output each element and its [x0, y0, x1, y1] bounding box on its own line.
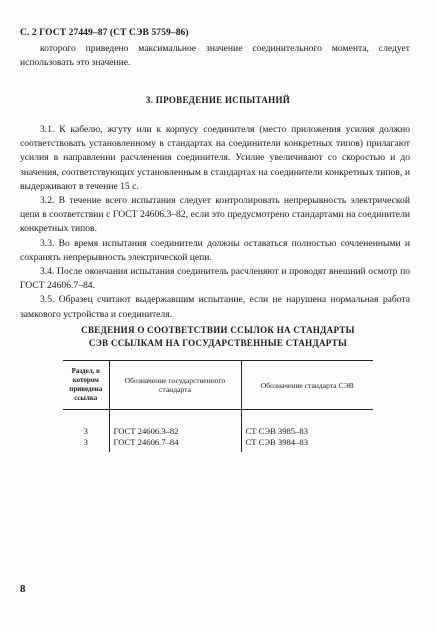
cell-section: 3 [83, 426, 88, 436]
cell-gost: ГОСТ 24606.3–82 [109, 426, 241, 437]
references-title-line-2: СЭВ ССЫЛКАМ НА ГОСУДАРСТВЕННЫЕ СТАНДАРТЫ [88, 338, 348, 348]
table-header-row [63, 361, 373, 410]
paragraph-3-1: 3.1. К кабелю, жгуту или к корпусу соединителя (место приложения усилия должно соответствовать установленному в стандартах на соединители конкретных типов) прилагают усилия в направлении расчленения соединителя. Усилие увеличивают со скоростью и до значения, соответствующих установленным в стандартах на соединители конкретных типов, и выдерживают в течение 15 с. [20, 124, 410, 192]
references-title-line-1: СВЕДЕНИЯ О СООТВЕТСТВИИ ССЫЛОК НА СТАНДАРТЫ [81, 325, 355, 335]
paragraph-3-5: 3.5. Образец считают выдержавшим испытание, если не нарушена нормальная работа замкового устройства и соединителя. [20, 294, 410, 320]
table-row [63, 437, 373, 452]
section-body [20, 123, 410, 322]
page-number: 8 [20, 583, 26, 595]
paragraph-3-4: 3.4. После окончания испытания соединитель расчленяют и проводят внешний осмотр по ГОСТ 24606.7–84. [20, 266, 410, 292]
cell-st-sev: СТ СЭВ 3985–83 [241, 426, 373, 437]
table-spacer-row [63, 410, 373, 427]
references-title [0, 324, 436, 350]
cell-st-sev: СТ СЭВ 3984–83 [241, 437, 373, 452]
section-title: 3. ПРОВЕДЕНИЕ ИСПЫТАНИЙ [145, 95, 291, 105]
intro-paragraph: которого приведено максимальное значение соединительного момента, следует использовать это значение. [20, 43, 410, 69]
table-row [63, 426, 373, 437]
references-table [63, 360, 373, 452]
running-header: С. 2 ГОСТ 27449–87 (СТ СЭВ 5759–86) [20, 28, 189, 38]
cell-section: 3 [83, 437, 88, 447]
column-header-gost: Обозначение государственного стандарта [109, 361, 241, 410]
cell-gost: ГОСТ 24606.7–84 [109, 437, 241, 452]
column-header-section: Раздел, в котором приведена ссылка [63, 361, 109, 410]
paragraph-3-3: 3.3. Во время испытания соединители должны оставаться полностью сочлененными и сохранять непрерывность электрической цепи. [20, 237, 410, 263]
column-header-st-sev: Обозначение стандарта СЭВ [241, 361, 373, 410]
paragraph-3-2: 3.2. В течение всего испытания следует контролировать непрерывность электрической цепи в соответствии с ГОСТ 24606.3–82, если это предусмотрено стандартами на соединители конкретных типов. [20, 195, 410, 235]
